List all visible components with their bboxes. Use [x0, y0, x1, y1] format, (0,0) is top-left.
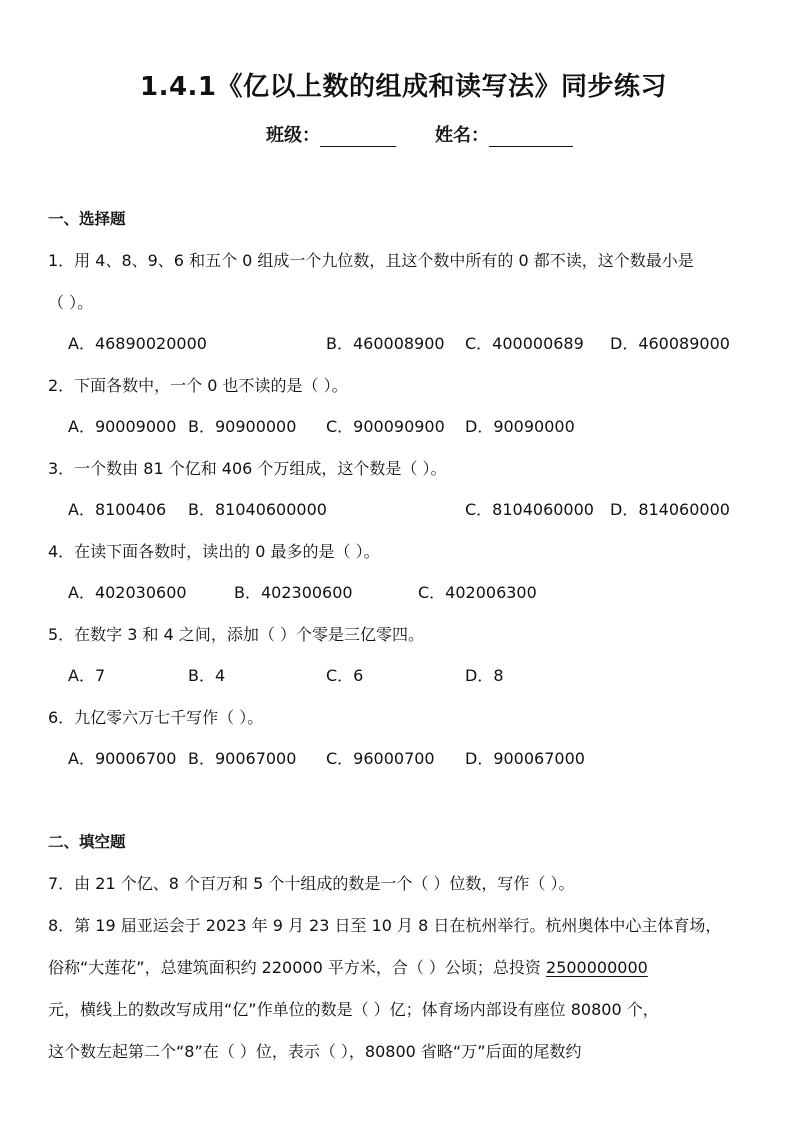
page-title: 1.4.1《亿以上数的组成和读写法》同步练习 — [140, 72, 668, 102]
name-blank[interactable] — [489, 126, 573, 147]
name-field — [435, 121, 573, 147]
question-8-line-2 — [48, 955, 648, 978]
question-2-text: 2．下面各数中，一个 0 也不读的是（ ）。 — [48, 376, 348, 395]
q2-option-b[interactable]: B．90900000 — [188, 417, 297, 436]
q4-option-b[interactable]: B．402300600 — [234, 583, 353, 602]
q1-option-b[interactable]: B．460008900 — [326, 334, 445, 353]
question-7-text: 7．由 21 个亿、8 个百万和 5 个十组成的数是一个（ ）位数，写作（ ）。 — [48, 874, 575, 893]
q1-option-c[interactable]: C．400000689 — [465, 334, 584, 353]
q3-option-d[interactable]: D．814060000 — [610, 500, 730, 519]
q5-option-c[interactable]: C．6 — [326, 666, 364, 685]
question-6-text: 6．九亿零六万七千写作（ ）。 — [48, 708, 264, 727]
question-1-text: 1．用 4、8、9、6 和五个 0 组成一个九位数，且这个数中所有的 0 都不读，这个数最小是 — [48, 251, 694, 270]
name-label: 姓名： — [435, 125, 489, 146]
class-field — [266, 121, 396, 147]
question-8-line-3: 元，横线上的数改写成用“亿”作单位的数是（ ）亿；体育场内部设有座位 80800 个， — [48, 1000, 659, 1019]
q3-option-c[interactable]: C．8104060000 — [465, 500, 594, 519]
section-heading-choice: 一、选择题 — [48, 210, 126, 228]
q2-option-a[interactable]: A．90009000 — [68, 417, 177, 436]
q3-option-a[interactable]: A．8100406 — [68, 500, 167, 519]
question-1-text-cont: （ ）。 — [48, 293, 94, 312]
q4-option-c[interactable]: C．402006300 — [418, 583, 537, 602]
q5-option-b[interactable]: B．4 — [188, 666, 226, 685]
class-blank[interactable] — [320, 126, 396, 147]
q4-option-a[interactable]: A．402030600 — [68, 583, 187, 602]
section-heading-fill: 二、填空题 — [48, 833, 126, 851]
q5-option-d[interactable]: D．8 — [465, 666, 504, 685]
q6-option-c[interactable]: C．96000700 — [326, 749, 435, 768]
q6-option-d[interactable]: D．900067000 — [465, 749, 585, 768]
q1-option-d[interactable]: D．460089000 — [610, 334, 730, 353]
question-8-line-2-text: 俗称“大莲花”，总建筑面积约 220000 平方米，合（ ）公顷；总投资 — [48, 958, 547, 977]
question-8-line-1: 8．第 19 届亚运会于 2023 年 9 月 23 日至 10 月 8 日在杭州举行。杭州奥体中心主体育场， — [48, 916, 722, 935]
q6-option-b[interactable]: B．90067000 — [188, 749, 297, 768]
class-label: 班级： — [266, 125, 320, 146]
question-8-line-4: 这个数左起第二个“8”在（ ）位，表示（ ），80800 省略“万”后面的尾数约 — [48, 1042, 582, 1061]
question-4-text: 4．在读下面各数时，读出的 0 最多的是（ ）。 — [48, 542, 380, 561]
underlined-investment-number: 2500000000 — [546, 958, 648, 977]
q2-option-c[interactable]: C．900090900 — [326, 417, 445, 436]
q3-option-b[interactable]: B．81040600000 — [188, 500, 327, 519]
q2-option-d[interactable]: D．90090000 — [465, 417, 575, 436]
question-5-text: 5．在数字 3 和 4 之间，添加（ ）个零是三亿零四。 — [48, 625, 424, 644]
q1-option-a[interactable]: A．46890020000 — [68, 334, 207, 353]
q6-option-a[interactable]: A．90006700 — [68, 749, 177, 768]
question-3-text: 3．一个数由 81 个亿和 406 个万组成，这个数是（ ）。 — [48, 459, 447, 478]
q5-option-a[interactable]: A．7 — [68, 666, 106, 685]
